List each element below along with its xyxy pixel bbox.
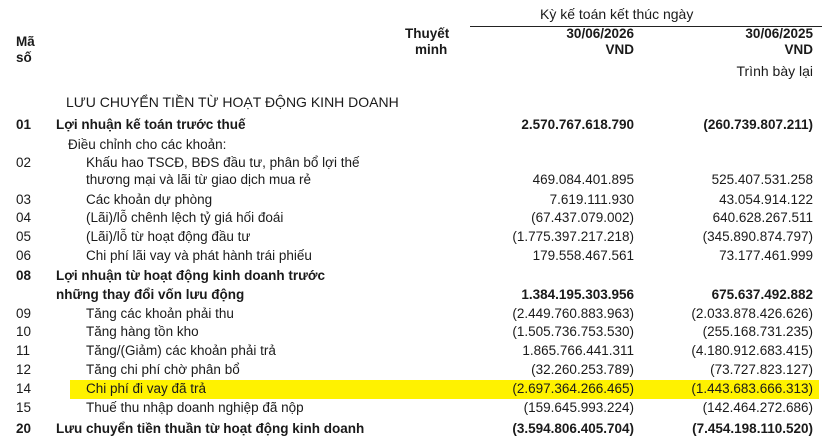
row-code: 06 <box>16 248 32 263</box>
row-value-2025: (1.443.683.666.313) <box>691 381 813 396</box>
table-row <box>0 287 827 305</box>
row-label: (Lãi)/lỗ chênh lệch tỷ giá hối đoái <box>86 210 284 225</box>
row-value-2026: (32.260.253.789) <box>531 362 634 377</box>
table-row <box>0 137 827 155</box>
row-value-2026: 469.084.401.895 <box>532 172 634 187</box>
row-label: Lưu chuyển tiền thuần từ hoạt động kinh doanh <box>56 421 365 436</box>
note-header-line1: Thuyết <box>405 26 450 41</box>
row-value-2026: (67.437.079.002) <box>531 210 634 225</box>
table-row <box>0 400 827 418</box>
row-value-2026: (1.775.397.217.218) <box>512 229 634 244</box>
row-value-2025: (255.168.731.235) <box>702 324 813 339</box>
row-value-2025: 43.054.914.122 <box>719 192 813 207</box>
col2-date-header: 30/06/2025 <box>745 26 813 41</box>
table-row <box>0 268 827 286</box>
table-row <box>0 324 827 342</box>
row-value-2025: 675.637.492.882 <box>711 287 813 302</box>
table-row <box>0 248 827 266</box>
row-code: 14 <box>16 381 32 396</box>
row-label: Các khoản dự phòng <box>86 192 213 207</box>
row-label: Tăng/(Giảm) các khoản phải trả <box>86 343 276 358</box>
table-row <box>0 210 827 228</box>
row-label: Thuế thu nhập doanh nghiệp đã nộp <box>86 400 304 415</box>
row-code: 11 <box>16 343 31 358</box>
row-code: 15 <box>16 400 32 415</box>
table-row <box>0 362 827 380</box>
row-label: (Lãi)/lỗ từ hoạt động đầu tư <box>86 229 251 244</box>
row-value-2025: 73.177.461.999 <box>719 248 813 263</box>
row-code: 20 <box>16 421 32 436</box>
row-value-2026: 2.570.767.618.790 <box>521 117 634 132</box>
row-value-2026: (2.697.364.266.465) <box>512 381 634 396</box>
row-value-2025: (2.033.878.426.626) <box>691 306 813 321</box>
row-label: Lợi nhuận kế toán trước thuế <box>56 117 246 132</box>
row-code: 09 <box>16 306 32 321</box>
row-label: Chi phí lãi vay và phát hành trái phiếu <box>86 248 312 263</box>
col1-unit-header: VND <box>605 42 634 57</box>
period-group-header: Kỳ kế toán kết thúc ngày <box>540 6 694 22</box>
col1-date-header: 30/06/2026 <box>566 26 634 41</box>
code-header-line2: số <box>16 50 32 65</box>
row-value-2026: (3.594.806.405.704) <box>512 421 634 436</box>
code-header-line1: Mã <box>16 34 35 49</box>
table-row <box>0 172 827 190</box>
row-value-2025: (7.454.198.110.520) <box>692 421 813 436</box>
row-label: Khấu hao TSCĐ, BĐS đầu tư, phân bổ lợi thế <box>86 155 360 170</box>
row-value-2026: (159.645.993.224) <box>523 400 634 415</box>
table-row <box>0 117 827 135</box>
row-code: 08 <box>16 268 32 283</box>
row-value-2026: (1.505.736.753.530) <box>512 324 634 339</box>
row-label: thương mại và lãi từ giao dịch mua rẻ <box>86 172 312 187</box>
row-code: 01 <box>16 117 32 132</box>
table-row <box>0 381 827 399</box>
row-code: 04 <box>16 210 32 225</box>
row-value-2026: 1.384.195.303.956 <box>521 287 634 302</box>
note-header-line2: minh <box>415 42 448 57</box>
row-value-2025: 525.407.531.258 <box>711 172 813 187</box>
row-value-2025: (142.464.272.686) <box>702 400 813 415</box>
row-value-2025: 640.628.267.511 <box>712 210 813 225</box>
table-row <box>0 192 827 210</box>
row-value-2025: (260.739.807.211) <box>703 117 813 132</box>
row-value-2026: 7.619.111.930 <box>549 192 634 207</box>
table-row <box>0 155 827 173</box>
row-value-2025: (73.727.823.127) <box>710 362 813 377</box>
row-value-2026: 179.558.467.561 <box>532 248 634 263</box>
row-value-2026: 1.865.766.441.311 <box>522 343 634 358</box>
col2-note-header: Trình bày lại <box>736 63 813 79</box>
row-code: 10 <box>16 324 32 339</box>
table-row <box>0 421 827 439</box>
row-value-2026: (2.449.760.883.963) <box>512 306 634 321</box>
row-label: Tăng chi phí chờ phân bổ <box>86 362 240 377</box>
row-label: Tăng các khoản phải thu <box>86 306 234 321</box>
row-code: 12 <box>16 362 32 377</box>
row-code: 03 <box>16 192 32 207</box>
table-row <box>0 343 827 361</box>
row-value-2025: (345.890.874.797) <box>702 229 813 244</box>
section-title: LƯU CHUYỂN TIỀN TỪ HOẠT ĐỘNG KINH DOANH <box>66 94 399 110</box>
row-label: Tăng hàng tồn kho <box>86 324 199 339</box>
table-row <box>0 229 827 247</box>
row-label: những thay đổi vốn lưu động <box>56 287 245 302</box>
row-label: Chi phí đi vay đã trả <box>86 381 207 396</box>
row-code: 02 <box>16 155 32 170</box>
row-label: Lợi nhuận từ hoạt động kinh doanh trước <box>56 268 325 283</box>
row-label: Điều chỉnh cho các khoản: <box>68 137 227 152</box>
col2-unit-header: VND <box>784 42 813 57</box>
row-code: 05 <box>16 229 32 244</box>
table-row <box>0 306 827 324</box>
row-value-2025: (4.180.912.683.415) <box>691 343 813 358</box>
